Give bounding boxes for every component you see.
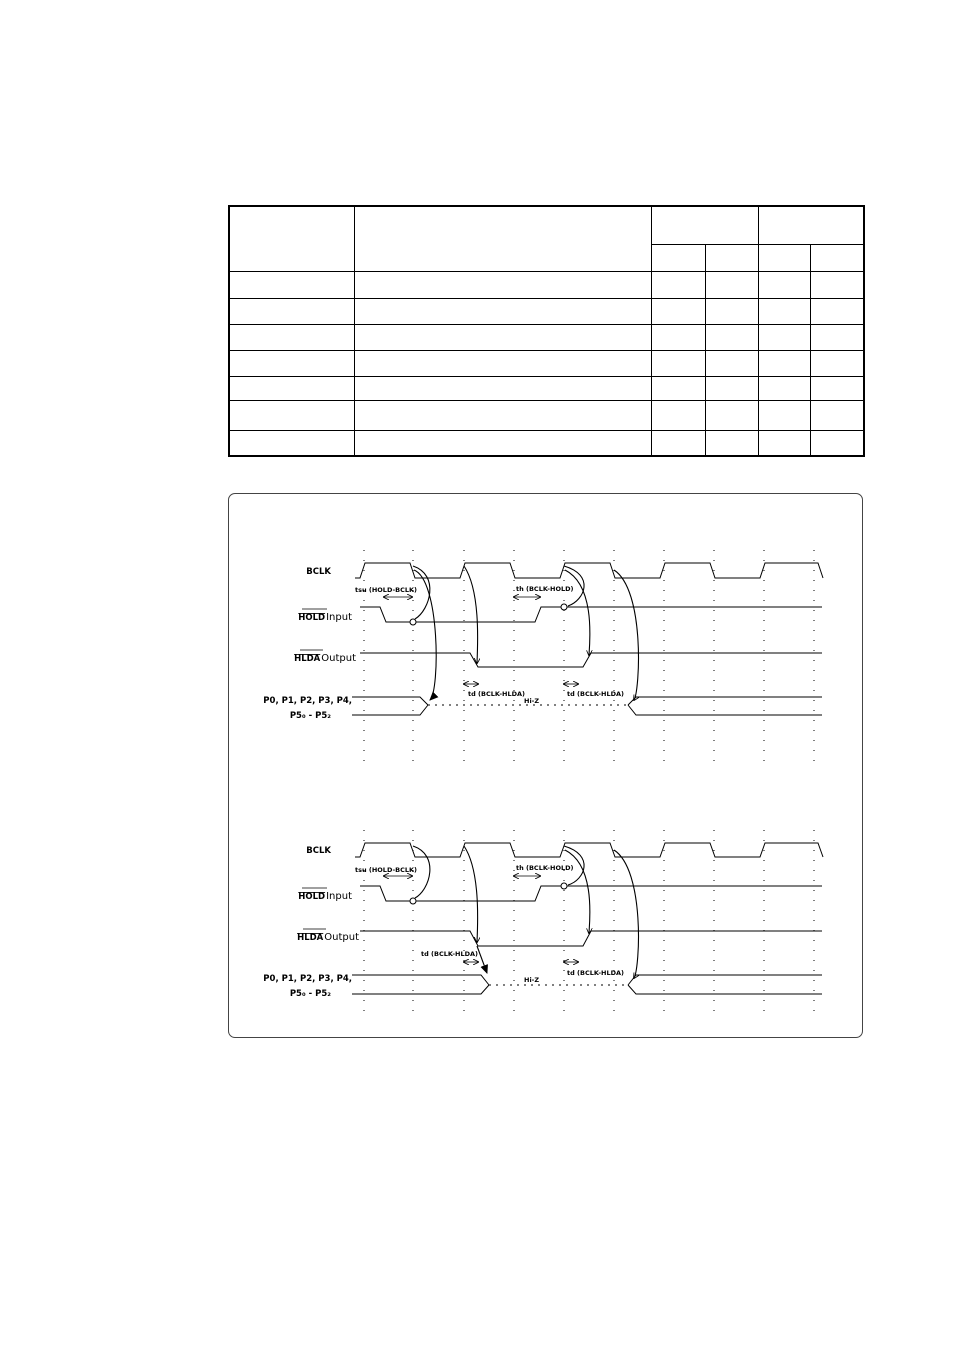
bclk-waveform [355, 563, 823, 578]
td2-annotation: td (BCLK-HLDA) [567, 969, 625, 977]
td1-annotation: td (BCLK-HLDA) [421, 950, 479, 958]
td1-annotation: td (BCLK-HLDA) [468, 690, 526, 698]
hlda-waveform [360, 931, 822, 946]
bclk-label: BCLK [306, 846, 331, 856]
td2-annotation: td (BCLK-HLDA) [567, 690, 625, 698]
ports-waveform [352, 697, 822, 715]
sample-point-marker [561, 604, 567, 610]
grid-lines [364, 830, 814, 1015]
hold-waveform [360, 886, 822, 901]
hold-input-label: HOLDInput [298, 612, 352, 623]
ports-waveform [352, 975, 822, 994]
tsu-annotation: tsu (HOLD-BCLK) [355, 866, 418, 874]
tsu-annotation: tsu (HOLD-BCLK) [355, 586, 418, 594]
hiz-annotation: Hi-Z [524, 976, 540, 984]
hlda-output-label: HLDAOutput [294, 653, 356, 664]
timing-diagram-hold-top [263, 550, 823, 765]
bclk-label: BCLK [306, 567, 331, 577]
sample-point-marker [410, 619, 416, 625]
th-annotation: th (BCLK-HOLD) [516, 585, 574, 593]
sample-point-marker [410, 898, 416, 904]
ports-label-line1: P0, P1, P2, P3, P4, [263, 974, 352, 984]
interval-arrows [384, 876, 578, 962]
hold-input-label: HOLDInput [298, 891, 352, 902]
hlda-waveform [360, 653, 822, 667]
ports-label-line2: P5₀ - P5₂ [289, 711, 331, 721]
timing-diagram-hold-bottom [263, 830, 823, 1015]
sample-point-marker [561, 883, 567, 889]
hlda-output-label: HLDAOutput [297, 932, 359, 943]
hold-waveform [360, 607, 822, 622]
th-annotation: th (BCLK-HOLD) [516, 864, 574, 872]
hiz-annotation: Hi-Z [524, 697, 540, 705]
ports-label-line2: P5₀ - P5₂ [289, 989, 331, 999]
ports-label-line1: P0, P1, P2, P3, P4, [263, 696, 352, 706]
